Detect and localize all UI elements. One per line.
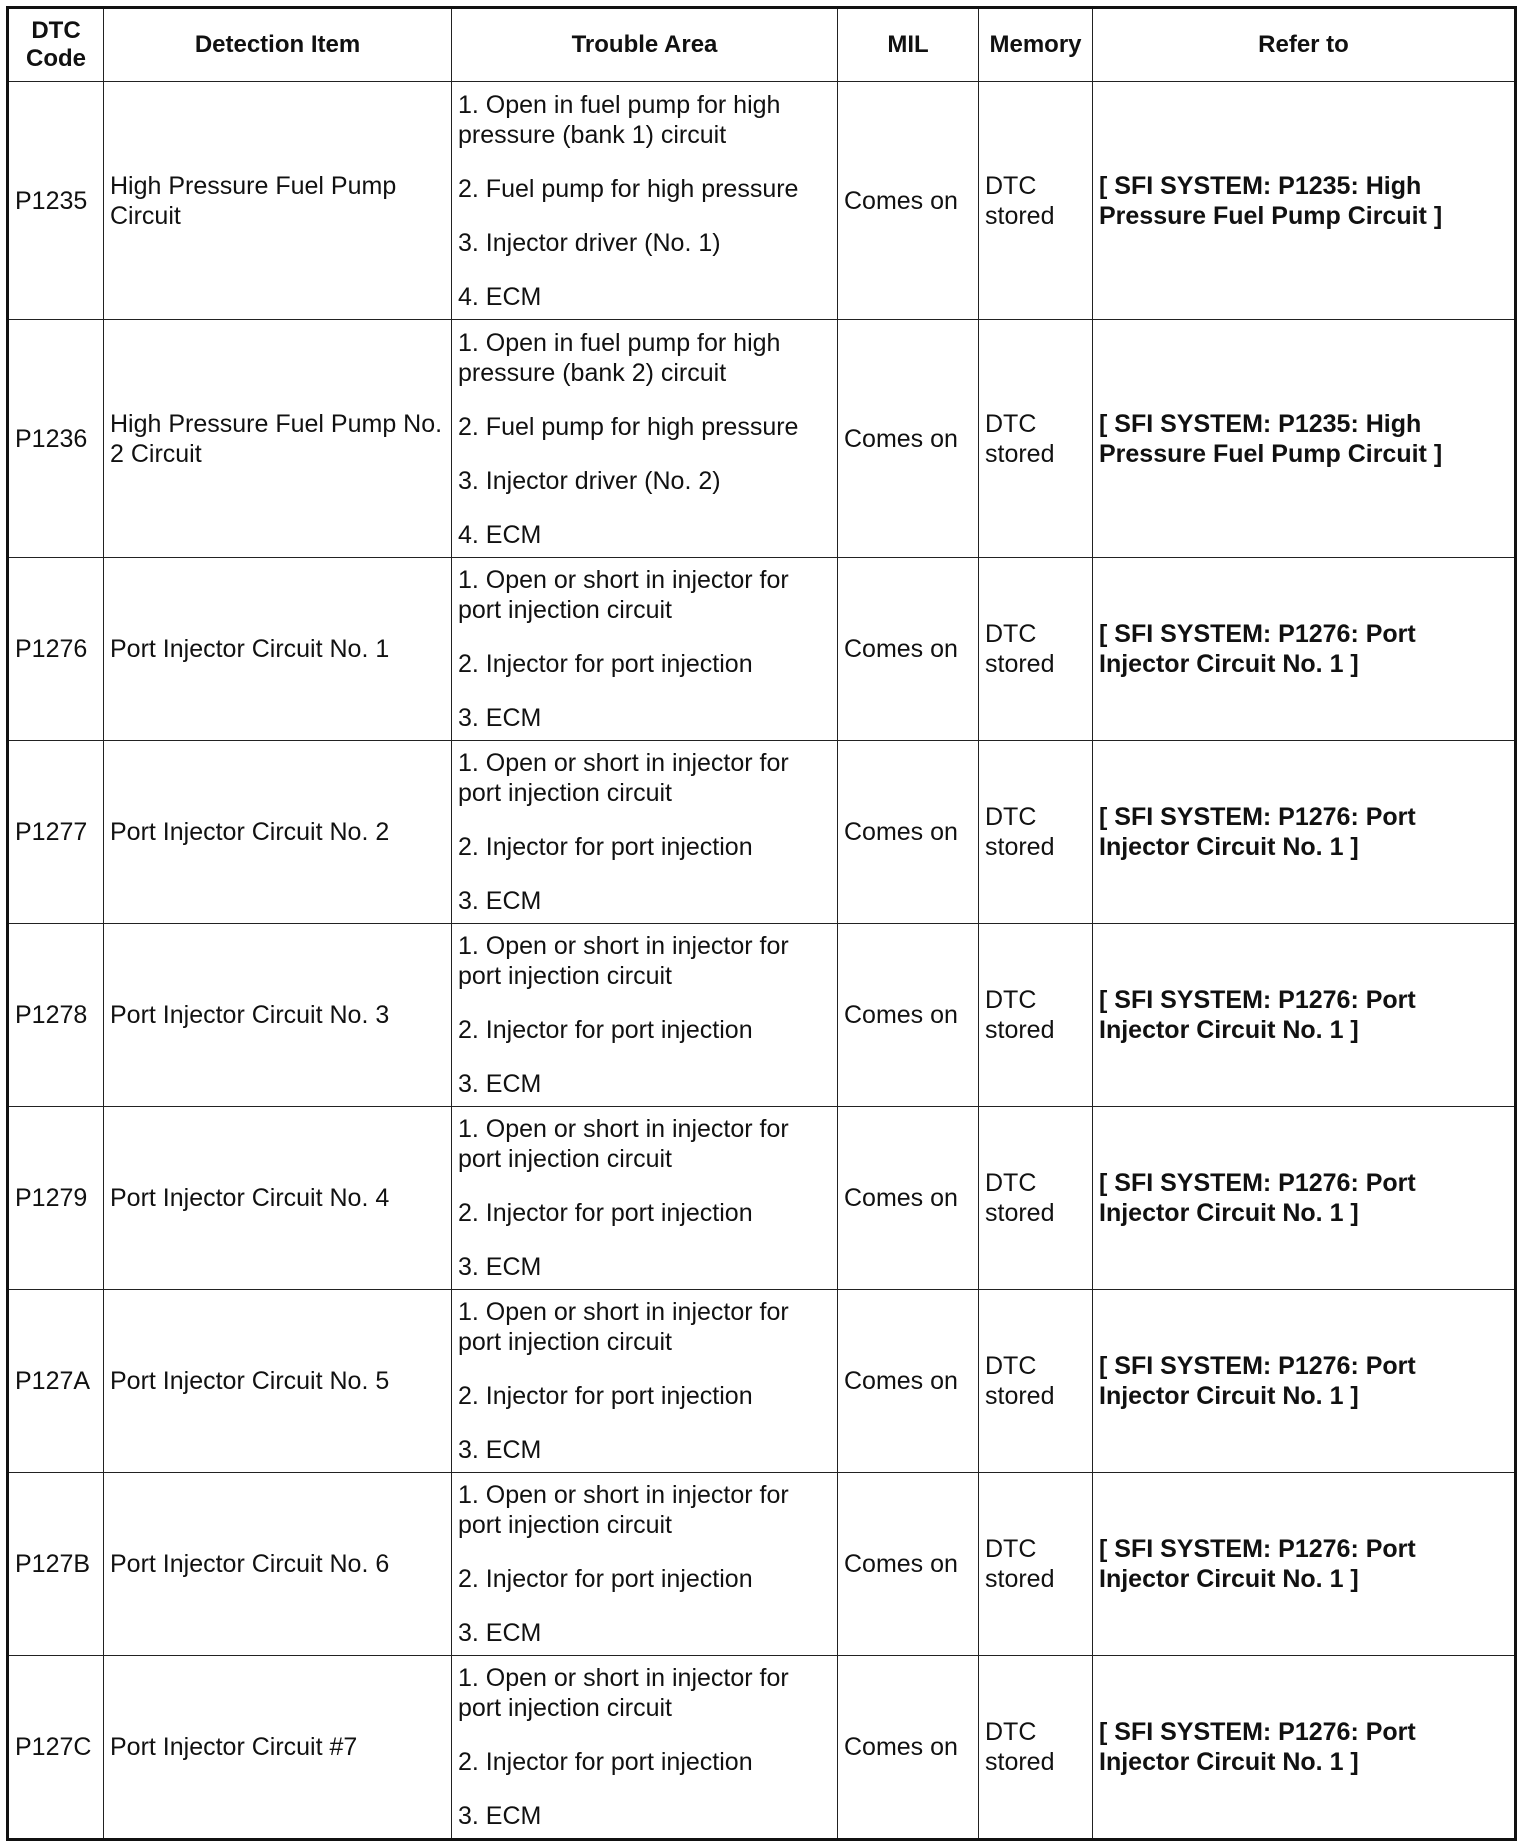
trouble-area-item: 3. ECM [458, 1253, 542, 1281]
trouble-area-item: 3. ECM [458, 1802, 542, 1830]
header-mil: MIL [838, 8, 979, 82]
table-row [8, 1473, 1516, 1656]
memory-cell: DTC stored [979, 320, 1093, 558]
memory-cell: DTC stored [979, 924, 1093, 1107]
mil-cell: Comes on [838, 1290, 979, 1473]
mil-cell: Comes on [838, 558, 979, 741]
memory-cell: DTC stored [979, 741, 1093, 924]
table-row [8, 1290, 1516, 1473]
trouble-area-item: 3. ECM [458, 887, 542, 915]
refer-to-cell: [ SFI SYSTEM: P1276: Port Injector Circuit No. 1 ] [1093, 924, 1516, 1107]
detection-item-cell: Port Injector Circuit No. 6 [104, 1473, 452, 1656]
trouble-area-item: 1. Open or short in injector for port injection circuit [458, 1481, 789, 1539]
trouble-area-item: 1. Open or short in injector for port injection circuit [458, 566, 789, 624]
dtc-table [6, 6, 1517, 1841]
trouble-area-item: 1. Open or short in injector for port injection circuit [458, 749, 789, 807]
table-row [8, 1656, 1516, 1840]
refer-to-cell: [ SFI SYSTEM: P1235: High Pressure Fuel Pump Circuit ] [1093, 320, 1516, 558]
dtc-code-cell: P1279 [8, 1107, 104, 1290]
trouble-area-item: 4. ECM [458, 282, 542, 311]
table-row [8, 82, 1516, 320]
dtc-code-cell: P1235 [8, 82, 104, 320]
header-dtc-code: DTC Code [8, 8, 104, 82]
memory-cell: DTC stored [979, 1107, 1093, 1290]
detection-item-cell: Port Injector Circuit #7 [104, 1656, 452, 1840]
detection-item-cell: Port Injector Circuit No. 1 [104, 558, 452, 741]
trouble-area-item: 1. Open or short in injector for port injection circuit [458, 1664, 789, 1722]
trouble-area-item: 1. Open in fuel pump for high pressure (bank 2) circuit [458, 328, 781, 387]
dtc-code-cell: P1236 [8, 320, 104, 558]
trouble-area-item: 2. Injector for port injection [458, 1748, 753, 1776]
trouble-area-item: 1. Open in fuel pump for high pressure (bank 1) circuit [458, 90, 781, 149]
table-header-row [8, 8, 1516, 82]
trouble-area-cell [452, 1107, 838, 1290]
mil-cell: Comes on [838, 1107, 979, 1290]
dtc-code-cell: P1278 [8, 924, 104, 1107]
dtc-code-cell: P127C [8, 1656, 104, 1840]
trouble-area-item: 3. Injector driver (No. 2) [458, 466, 721, 495]
refer-to-cell: [ SFI SYSTEM: P1276: Port Injector Circuit No. 1 ] [1093, 1656, 1516, 1840]
memory-cell: DTC stored [979, 1473, 1093, 1656]
detection-item-cell: High Pressure Fuel Pump No. 2 Circuit [104, 320, 452, 558]
trouble-area-item: 2. Injector for port injection [458, 1382, 753, 1410]
trouble-area-item: 2. Injector for port injection [458, 1199, 753, 1227]
trouble-area-item: 1. Open or short in injector for port injection circuit [458, 1115, 789, 1173]
detection-item-cell: Port Injector Circuit No. 3 [104, 924, 452, 1107]
dtc-code-cell: P1277 [8, 741, 104, 924]
trouble-area-cell [452, 924, 838, 1107]
trouble-area-item: 2. Injector for port injection [458, 1565, 753, 1593]
trouble-area-item: 2. Injector for port injection [458, 650, 753, 678]
mil-cell: Comes on [838, 82, 979, 320]
trouble-area-cell [452, 320, 838, 558]
trouble-area-cell [452, 741, 838, 924]
trouble-area-item: 2. Fuel pump for high pressure [458, 174, 799, 203]
refer-to-cell: [ SFI SYSTEM: P1235: High Pressure Fuel Pump Circuit ] [1093, 82, 1516, 320]
trouble-area-item: 3. ECM [458, 704, 542, 732]
header-memory: Memory [979, 8, 1093, 82]
detection-item-cell: Port Injector Circuit No. 5 [104, 1290, 452, 1473]
table-body [8, 82, 1516, 1840]
dtc-code-cell: P127B [8, 1473, 104, 1656]
trouble-area-cell [452, 1473, 838, 1656]
table-row [8, 741, 1516, 924]
trouble-area-cell [452, 1656, 838, 1840]
mil-cell: Comes on [838, 320, 979, 558]
trouble-area-item: 4. ECM [458, 520, 542, 549]
mil-cell: Comes on [838, 924, 979, 1107]
table-row [8, 320, 1516, 558]
refer-to-cell: [ SFI SYSTEM: P1276: Port Injector Circuit No. 1 ] [1093, 1290, 1516, 1473]
trouble-area-cell [452, 558, 838, 741]
refer-to-cell: [ SFI SYSTEM: P1276: Port Injector Circuit No. 1 ] [1093, 558, 1516, 741]
trouble-area-cell [452, 82, 838, 320]
table-row [8, 558, 1516, 741]
refer-to-cell: [ SFI SYSTEM: P1276: Port Injector Circuit No. 1 ] [1093, 1107, 1516, 1290]
mil-cell: Comes on [838, 741, 979, 924]
dtc-code-cell: P127A [8, 1290, 104, 1473]
memory-cell: DTC stored [979, 1290, 1093, 1473]
table-row [8, 1107, 1516, 1290]
header-refer-to: Refer to [1093, 8, 1516, 82]
refer-to-cell: [ SFI SYSTEM: P1276: Port Injector Circuit No. 1 ] [1093, 1473, 1516, 1656]
trouble-area-item: 3. Injector driver (No. 1) [458, 228, 721, 257]
trouble-area-item: 3. ECM [458, 1070, 542, 1098]
mil-cell: Comes on [838, 1473, 979, 1656]
trouble-area-item: 1. Open or short in injector for port injection circuit [458, 932, 789, 990]
trouble-area-item: 3. ECM [458, 1619, 542, 1647]
trouble-area-item: 3. ECM [458, 1436, 542, 1464]
trouble-area-item: 2. Injector for port injection [458, 833, 753, 861]
header-detection-item: Detection Item [104, 8, 452, 82]
refer-to-cell: [ SFI SYSTEM: P1276: Port Injector Circuit No. 1 ] [1093, 741, 1516, 924]
trouble-area-item: 1. Open or short in injector for port injection circuit [458, 1298, 789, 1356]
detection-item-cell: Port Injector Circuit No. 4 [104, 1107, 452, 1290]
trouble-area-item: 2. Fuel pump for high pressure [458, 412, 799, 441]
dtc-code-cell: P1276 [8, 558, 104, 741]
table-row [8, 924, 1516, 1107]
mil-cell: Comes on [838, 1656, 979, 1840]
header-trouble-area: Trouble Area [452, 8, 838, 82]
memory-cell: DTC stored [979, 1656, 1093, 1840]
trouble-area-item: 2. Injector for port injection [458, 1016, 753, 1044]
trouble-area-cell [452, 1290, 838, 1473]
detection-item-cell: High Pressure Fuel Pump Circuit [104, 82, 452, 320]
memory-cell: DTC stored [979, 558, 1093, 741]
detection-item-cell: Port Injector Circuit No. 2 [104, 741, 452, 924]
memory-cell: DTC stored [979, 82, 1093, 320]
